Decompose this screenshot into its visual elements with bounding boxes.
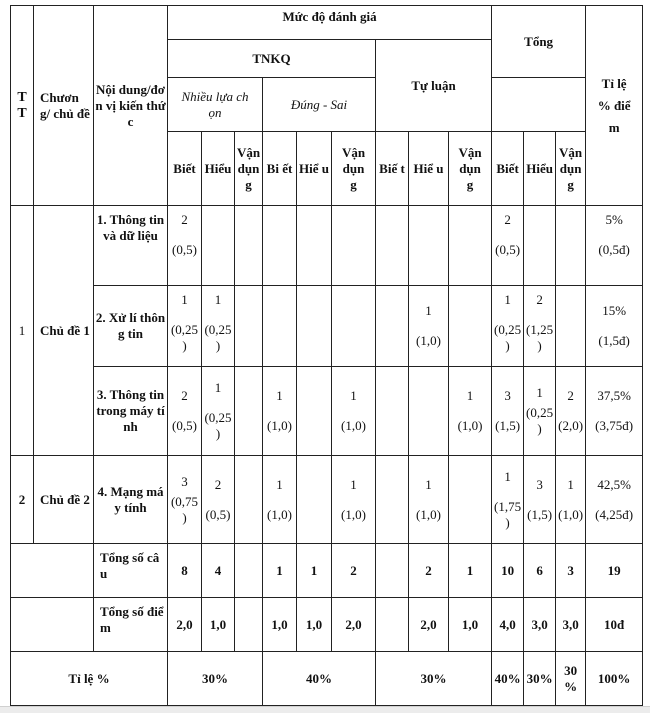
sub-nlc-hieu: Hiểu bbox=[202, 132, 235, 206]
cell: 1 bbox=[297, 544, 332, 598]
cell bbox=[524, 206, 556, 286]
row-noi-dung: 1. Thông tin và dữ liệu bbox=[94, 206, 168, 286]
ratio-tong-van-dung: 30 % bbox=[556, 652, 586, 706]
header-tnkq: TNKQ bbox=[168, 40, 376, 78]
cell: 1,0 bbox=[449, 598, 492, 652]
cell bbox=[263, 286, 297, 367]
cell bbox=[297, 206, 332, 286]
header-dung-sai: Đúng - Sai bbox=[263, 78, 376, 132]
cell: 2,0 bbox=[168, 598, 202, 652]
sub-nlc-biet: Biết bbox=[168, 132, 202, 206]
cell: 3,0 bbox=[524, 598, 556, 652]
empty-cell bbox=[11, 544, 94, 598]
table-row bbox=[11, 206, 643, 286]
header-noi-dung: Nội dung/đơ n vị kiến thức bbox=[94, 6, 168, 206]
cell: 1 (0,25 ) bbox=[168, 286, 202, 367]
cell bbox=[263, 206, 297, 286]
table-row bbox=[11, 367, 643, 456]
total-points-value: 10đ bbox=[586, 598, 643, 652]
cell: 1 (1,0) bbox=[332, 367, 376, 456]
ratio-tl: 30% bbox=[376, 652, 492, 706]
cell: 2 (0,5) bbox=[202, 456, 235, 544]
cell bbox=[297, 456, 332, 544]
header-chuong: Chươn g/ chủ đề bbox=[34, 6, 94, 206]
cell: 1 (0,25 ) bbox=[492, 286, 524, 367]
header-nhieu-lua-chon: Nhiều lựa chọn bbox=[168, 78, 263, 132]
cell: 1 (1,0) bbox=[332, 456, 376, 544]
cell: 3 (1,5) bbox=[524, 456, 556, 544]
cell: 2 bbox=[409, 544, 449, 598]
cell: 1 (1,0) bbox=[263, 367, 297, 456]
table-row bbox=[11, 286, 643, 367]
cell: 1 (0,25 ) bbox=[202, 286, 235, 367]
sub-nlc-van-dung: Vận dụn g bbox=[235, 132, 263, 206]
cell: 1 (1,0) bbox=[409, 456, 449, 544]
cell bbox=[235, 456, 263, 544]
cell: 2,0 bbox=[332, 598, 376, 652]
cell bbox=[556, 286, 586, 367]
cell bbox=[376, 598, 409, 652]
header-ti-le: Tỉ lệ % điểm bbox=[586, 6, 643, 206]
cell: 1 (1,0) bbox=[409, 286, 449, 367]
cell bbox=[376, 367, 409, 456]
sub-tong-van-dung: Vận dụn g bbox=[556, 132, 586, 206]
cell bbox=[202, 206, 235, 286]
cell bbox=[235, 544, 263, 598]
cell bbox=[556, 206, 586, 286]
empty-cell bbox=[11, 598, 94, 652]
cell: 2 (2,0) bbox=[556, 367, 586, 456]
cell bbox=[376, 544, 409, 598]
cell bbox=[235, 367, 263, 456]
cell: 2 (0,5) bbox=[168, 367, 202, 456]
cell: 1 (0,25 ) bbox=[524, 367, 556, 456]
cell: 3 (1,5) bbox=[492, 367, 524, 456]
cell: 1,0 bbox=[297, 598, 332, 652]
cell bbox=[332, 286, 376, 367]
total-points-row bbox=[11, 598, 643, 652]
row-noi-dung: 3. Thông tin trong máy tính bbox=[94, 367, 168, 456]
cell: 2 (0,5) bbox=[492, 206, 524, 286]
cell: 8 bbox=[168, 544, 202, 598]
cell: 2 (0,5) bbox=[168, 206, 202, 286]
cell bbox=[235, 286, 263, 367]
row-ti-le: 37,5% (3,75đ) bbox=[586, 367, 643, 456]
ratio-tong-biet: 40% bbox=[492, 652, 524, 706]
cell bbox=[376, 456, 409, 544]
cell: 1,0 bbox=[202, 598, 235, 652]
header-tong: Tổng bbox=[492, 6, 586, 78]
row-ti-le: 42,5% (4,25đ) bbox=[586, 456, 643, 544]
total-questions-label: Tổng số câu bbox=[94, 544, 168, 598]
cell: 2 (1,25 ) bbox=[524, 286, 556, 367]
ratio-row bbox=[11, 652, 643, 706]
sub-ds-biet: Bi ết bbox=[263, 132, 297, 206]
ratio-total: 100% bbox=[586, 652, 643, 706]
cell: 3 bbox=[556, 544, 586, 598]
row-ti-le: 15% (1,5đ) bbox=[586, 286, 643, 367]
sub-ds-hieu: Hiể u bbox=[297, 132, 332, 206]
cell bbox=[449, 206, 492, 286]
cell: 10 bbox=[492, 544, 524, 598]
header-row-1 bbox=[11, 6, 643, 40]
assessment-matrix-table bbox=[10, 5, 643, 706]
ratio-tong-hieu: 30% bbox=[524, 652, 556, 706]
cell bbox=[297, 286, 332, 367]
row-tt: 2 bbox=[11, 456, 34, 544]
cell: 2,0 bbox=[409, 598, 449, 652]
ratio-nlc: 30% bbox=[168, 652, 263, 706]
cell bbox=[297, 367, 332, 456]
row-noi-dung: 2. Xử lí thông tin bbox=[94, 286, 168, 367]
cell: 3,0 bbox=[556, 598, 586, 652]
ratio-ds: 40% bbox=[263, 652, 376, 706]
row-tt: 1 bbox=[11, 206, 34, 456]
row-chuong: Chủ đề 2 bbox=[34, 456, 94, 544]
cell: 1,0 bbox=[263, 598, 297, 652]
sub-tl-biet: Biế t bbox=[376, 132, 409, 206]
table-row bbox=[11, 456, 643, 544]
cell bbox=[376, 286, 409, 367]
cell: 1 (1,0) bbox=[556, 456, 586, 544]
cell bbox=[376, 206, 409, 286]
header-muc-do-danh-gia: Mức độ đánh giá bbox=[168, 6, 492, 40]
cell bbox=[409, 367, 449, 456]
cell bbox=[235, 598, 263, 652]
cell: 6 bbox=[524, 544, 556, 598]
sub-ds-van-dung: Vận dụn g bbox=[332, 132, 376, 206]
cell bbox=[235, 206, 263, 286]
header-tu-luan: Tự luận bbox=[376, 40, 492, 132]
cell: 2 bbox=[332, 544, 376, 598]
sub-tong-hieu: Hiểu bbox=[524, 132, 556, 206]
sub-tl-hieu: Hiể u bbox=[409, 132, 449, 206]
cell: 1 (0,25 ) bbox=[202, 367, 235, 456]
cell: 1 (1,75 ) bbox=[492, 456, 524, 544]
cell bbox=[449, 456, 492, 544]
ratio-label: Tỉ lệ % bbox=[11, 652, 168, 706]
total-questions-value: 19 bbox=[586, 544, 643, 598]
cell: 3 (0,75 ) bbox=[168, 456, 202, 544]
header-tt: T T bbox=[11, 6, 34, 206]
cell: 1 bbox=[263, 544, 297, 598]
total-questions-row bbox=[11, 544, 643, 598]
total-points-label: Tổng số điểm bbox=[94, 598, 168, 652]
cell bbox=[409, 206, 449, 286]
cell: 1 bbox=[449, 544, 492, 598]
cell: 4,0 bbox=[492, 598, 524, 652]
cell: 1 (1,0) bbox=[449, 367, 492, 456]
row-noi-dung: 4. Mạng máy tính bbox=[94, 456, 168, 544]
cell bbox=[332, 206, 376, 286]
cell: 1 (1,0) bbox=[263, 456, 297, 544]
cell bbox=[449, 286, 492, 367]
row-chuong: Chủ đề 1 bbox=[34, 206, 94, 456]
row-ti-le: 5% (0,5đ) bbox=[586, 206, 643, 286]
cell: 4 bbox=[202, 544, 235, 598]
sub-tl-van-dung: Vận dụn g bbox=[449, 132, 492, 206]
sub-tong-biet: Biết bbox=[492, 132, 524, 206]
